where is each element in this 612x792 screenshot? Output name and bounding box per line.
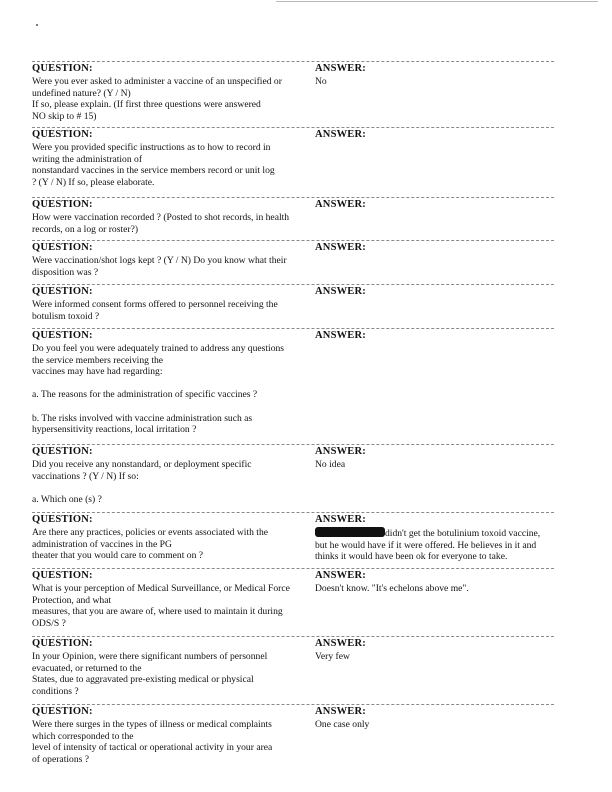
answer-text [315, 527, 555, 563]
separator-rule [32, 61, 554, 62]
question-line: administration of vaccines in the PG [32, 538, 172, 550]
answer-line: No idea [315, 459, 346, 470]
question-line: ODS/S ? [32, 617, 66, 629]
question-line [32, 378, 308, 390]
separator-rule [32, 568, 554, 569]
question-line: nonstandard vaccines in the service members record or unit log [32, 165, 275, 177]
question-label: QUESTION: [32, 446, 93, 457]
scan-speck [36, 24, 38, 26]
separator-rule [32, 328, 554, 329]
question-text [32, 299, 308, 322]
answer-label: ANSWER: [315, 514, 366, 525]
answer-line: Very few [315, 651, 350, 662]
question-line: b. The risks involved with vaccine administration such as [32, 412, 253, 424]
question-line: In your Opinion, were there significant numbers of personnel [32, 651, 268, 662]
question-label: QUESTION: [32, 706, 93, 717]
separator-rule [32, 704, 554, 705]
answer-text [315, 583, 555, 595]
question-line [32, 401, 308, 413]
question-line: of operations ? [32, 753, 90, 765]
question-line: What is your perception of Medical Surveillance, or Medical Force [32, 583, 290, 594]
separator-rule [32, 636, 554, 637]
question-line: NO skip to # 15) [32, 110, 97, 122]
answer-label: ANSWER: [315, 242, 366, 253]
answer-label: ANSWER: [315, 570, 366, 581]
answer-label: ANSWER: [315, 706, 366, 717]
question-line: theater that you would care to comment on ? [32, 550, 204, 562]
answer-label: ANSWER: [315, 638, 366, 649]
question-line: writing the administration of [32, 153, 143, 165]
question-text [32, 583, 308, 629]
answer-label: ANSWER: [315, 330, 366, 341]
question-text [32, 459, 308, 505]
separator-rule [32, 284, 554, 285]
question-text [32, 343, 308, 436]
question-text [32, 719, 308, 765]
question-line: a. Which one (s) ? [32, 493, 102, 505]
redaction-bar [315, 527, 385, 537]
question-text [32, 255, 308, 278]
question-line: How were vaccination recorded ? (Posted to shot records, in health [32, 212, 290, 223]
separator-rule [32, 240, 554, 241]
separator-rule [32, 197, 554, 198]
question-line: vaccinations ? (Y / N) If so: [32, 470, 139, 482]
question-line: undefined nature? (Y / N) [32, 87, 131, 99]
question-label: QUESTION: [32, 63, 93, 74]
question-line: Did you receive any nonstandard, or deployment specific [32, 459, 252, 470]
question-line: botulism toxoid ? [32, 310, 100, 322]
question-line: Were you provided specific instructions as to how to record in [32, 142, 271, 153]
question-label: QUESTION: [32, 638, 93, 649]
question-line: Were there surges in the types of illness or medical complaints [32, 719, 272, 730]
question-line: measures, that you are aware of, where used to maintain it during [32, 606, 283, 618]
answer-line: Doesn't know. "It's echelons above me". [315, 583, 469, 594]
answer-label: ANSWER: [315, 63, 366, 74]
question-text [32, 212, 308, 235]
answer-line: thinks it would have been ok for everyone to take. [315, 551, 508, 563]
question-label: QUESTION: [32, 129, 93, 140]
answer-line: but he would have if it were offered. He believes in it and [315, 539, 537, 551]
question-line: conditions ? [32, 685, 79, 697]
separator-rule [32, 512, 554, 513]
answer-label: ANSWER: [315, 446, 366, 457]
question-line: States, due to aggravated pre-existing medical or physical [32, 674, 254, 686]
question-line: Were informed consent forms offered to personnel receiving the [32, 299, 278, 310]
question-label: QUESTION: [32, 199, 93, 210]
answer-line: One case only [315, 719, 370, 730]
question-line: Do you feel you were adequately trained to address any questions [32, 343, 285, 354]
answer-line [315, 527, 555, 540]
question-line: If so, please explain. (If first three questions were answered [32, 99, 261, 111]
question-line: Were you ever asked to administer a vaccine of an unspecified or [32, 76, 282, 87]
question-line: Protection, and what [32, 594, 112, 606]
question-line [32, 482, 308, 494]
question-line: vaccines may have had regarding: [32, 366, 163, 378]
answer-label: ANSWER: [315, 129, 366, 140]
question-label: QUESTION: [32, 330, 93, 341]
question-line: evacuated, or returned to the [32, 662, 142, 674]
question-line: Were vaccination/shot logs kept ? (Y / N) Do you know what their [32, 255, 287, 266]
question-text [32, 142, 308, 188]
question-line: ? (Y / N) If so, please elaborate. [32, 176, 155, 188]
question-text [32, 651, 308, 697]
question-line: hypersensitivity reactions, local irritation ? [32, 424, 197, 436]
question-line: level of intensity of tactical or operational activity in your area [32, 742, 273, 754]
answer-label: ANSWER: [315, 286, 366, 297]
answer-line-text: didn't get the botulinium toxoid vaccine, [385, 528, 541, 539]
question-label: QUESTION: [32, 514, 93, 525]
question-line: a. The reasons for the administration of specific vaccines ? [32, 389, 258, 401]
question-label: QUESTION: [32, 286, 93, 297]
question-text [32, 527, 308, 562]
top-edge-rule [276, 1, 598, 2]
answer-label: ANSWER: [315, 199, 366, 210]
answer-text [315, 719, 555, 731]
separator-rule [32, 127, 554, 128]
question-line: which corresponded to the [32, 730, 134, 742]
question-line: disposition was ? [32, 266, 99, 278]
question-label: QUESTION: [32, 242, 93, 253]
question-line: Are there any practices, policies or events associated with the [32, 527, 269, 538]
question-label: QUESTION: [32, 570, 93, 581]
answer-text [315, 651, 555, 663]
answer-text [315, 76, 555, 88]
answer-line: No [315, 76, 327, 87]
separator-rule [32, 444, 554, 445]
question-text [32, 76, 308, 122]
question-line: the service members receiving the [32, 354, 164, 366]
question-line: records, on a log or roster?) [32, 223, 139, 235]
answer-text [315, 459, 555, 471]
